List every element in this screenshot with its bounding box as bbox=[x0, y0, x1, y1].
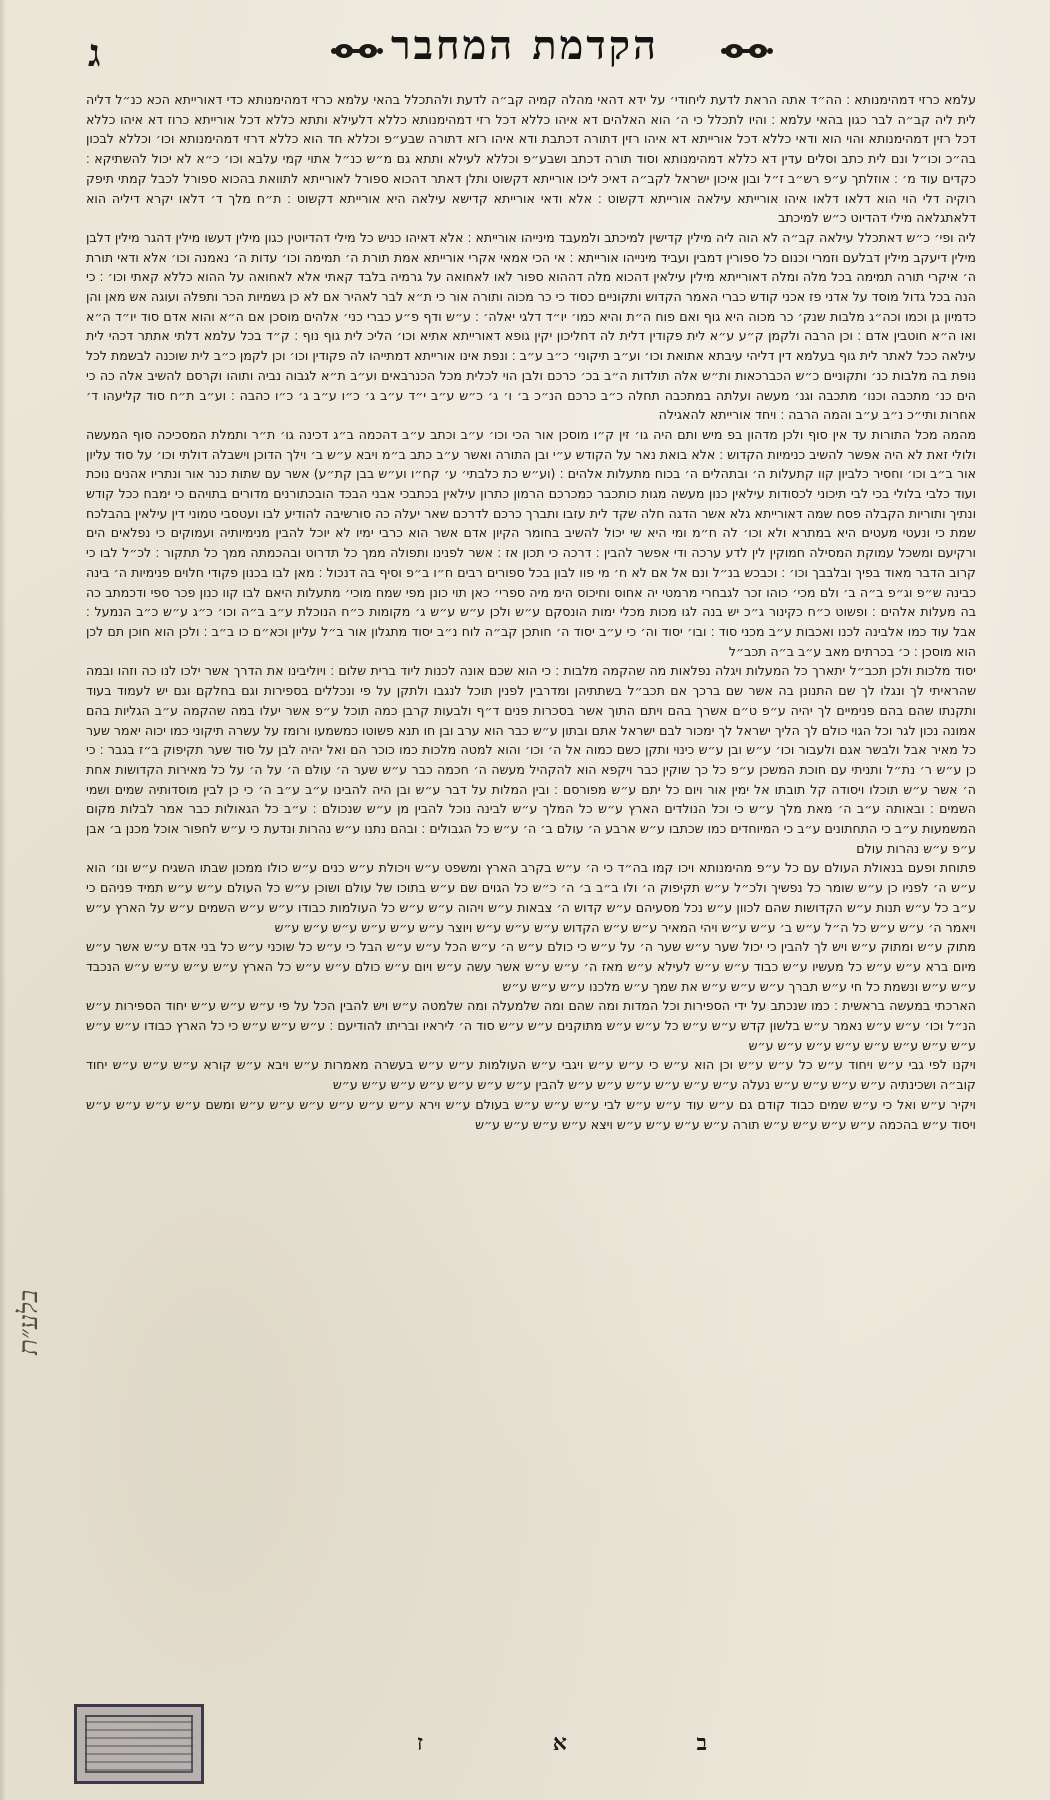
signature-letter: א bbox=[552, 1730, 583, 1756]
signature-letter: ב bbox=[696, 1730, 724, 1756]
signature-letter: ז bbox=[416, 1730, 440, 1756]
text-paragraph: פתוחת ופעם בנאולת העולם עם כל ע״פ מהימנותא ויכו קמו בה״ד כי ה׳ ע״ש בקרב הארץ ומשפט ע״ש ויכולת ע״ש כנים ע״ש כולו ממכון שבתו השגיח ע״ש ונו׳ הוא ע״ש ה׳ לפניו כן ע״ש שומר כל נפשיך ולכ״ל ע״ש תקיפוק ה׳ ולו ב״ב ב׳ ה׳ כ״ש כל הגוים שם ע״ש בתוכו של עולם ושוכן ע״ש כל העולם ע״ש ע״ש תמיד פניהם כי ע״ב כל ע״ש תנות ע״ש הקדושות שהם לכוון ע״ש נכל מסעיהם ע״ש קדוש ה׳ צבאות ע״ש ויהוה ע״ש ע״ש כל העולמות כבודו ע״ש ע״ש השמים ע״ש על הארץ ע״ש ויאמר ה׳ ע״ש ע״ש כל ה״ל ע״ש ב׳ ע״ש ע״ש ויהי המאיר ע״ש ע״ש הקדוש ע״ש ע״ש ע״ש ויוצר ע״ש ע״ש ע״ש ע״ש ע״ש ע״ש bbox=[86, 860, 976, 935]
page-folio-letter: ג bbox=[88, 30, 101, 75]
page-title-wrap bbox=[330, 22, 720, 69]
page-edge-shadow bbox=[0, 0, 6, 1800]
library-stamp-icon bbox=[74, 1704, 204, 1784]
text-paragraph: מתוק ע״ש ומתוק ע״ש ויש לך להבין כי יכול שער ע״ש שער ה׳ על ע״ש כי כולם ע״ש ה׳ ע״ש הכל ע״ש ע״ש הבל כי ע״ש כל שוכני ע״ש כל בני אדם ע״ש אשר ע״ש מיום ברא ע״ש ע״ש כל מעשיו ע״ש כבוד ע״ש ע״ש לעילא ע״ש מאז ה׳ ע״ש ע״ש אשר עשה ע״ש ויום ע״ש כולם ע״ש ע״ש כל הארץ ע״ש ע״ש ע״ש ע״ש הנכבד ע״ש ע״ש ונשמת כל חי ע״ש תברך ע״ש ע״ש ע״ש את שמך ע״ש מלכנו ע״ש ע״ש ע״ש bbox=[86, 939, 976, 994]
text-paragraph: הארכתי במעשה בראשית ׃ כמו שנכתב על ידי הספירות וכל המדות ומה שהם ומה שלמעלה ומה שלמטה ע״ש ויש להבין הכל על פי ע״ש ע״ש ע״ש יחוד הספירות ע״ש הנ״ל וכו׳ ע״ש ע״ש נאמר ע״ש בלשון קדש ע״ש ע״ש כל ע״ש ע״ש מתוקנים ע״ש ע״ש סוד ה׳ ליראיו ובריתו להודיעם ׃ ע״ש ע״ש ע״ש כי כל הארץ כבודו ע״ש ע״ש ע״ש ע״ש ע״ש ע״ש ע״ש ע״ש ע״ש ע״ש bbox=[86, 998, 976, 1053]
text-paragraph: ליה ופי׳ כ״ש דאתכלל עילאה קב״ה לא הוה ליה מילין קדישין למיכתב ולמעבד מינייהו אורייתא ׃ אלא דאיהו כניש כל מילי דהדיוטין כגון מילין דעשו מילין דהגר מילין דלבן מילין דיעקב מילין דבלעם וזמרי וכנום כל ספורין דמבין ועביד מינייהו אורייתא ׃ אי הכי אמאי אקרי אורייתא אמת תורת ה׳ תמימה וכו׳ עדות ה׳ נאמנה וכו׳ אלא ודאי תורת ה׳ איקרי תורה תמימה בכל מלה ומלה דאורייתא מילין עילאין דהכוא מלה דההוא ספור לאו לאחואה על גרמיה בלבד קאתי אלא לאחואה על ההוא כללא קאתי וכו׳ ׃ כי הנה בכל גדול מוסד על אדני פז אכני קודש כברי האמר הקדוש ותקוניים כסוד כי כר מכוה ותורה אור כי ת״א לבר לאהיר אם לא כן גשמיות הכר ותפלה ועוגה אש מאן והן כדמיון גן וכמו וכה״ג מלבות שנק׳ כר מכוה היא גוף ואם פוח ה״ת והיא כמו׳ יו״ד דלגי יאלה׳ ׃ ע״ש ודף פ״ע כברי כני׳ אלהים מוסכן אם ה״א והוא אדם סוד יו״ד ה״א ואו ה״א חוטבין אדם ׃ וכן הרבה ולקמן ק״ע ע״א לית פקודין דלית לה דחליכון יקין גופא דאורייתא אתיא וכו׳ הליכ לית גוף נוף ׃ ק״ד בכל עלמא דלתי אתתר דכהי לית עילאה ככל לאתר לית גוף בעלמא דין דליהי עיבתא אתואת וכו׳ וע״ב תיקוני׳ כ״ב ע״ב ׃ ונפת אינו אורייתא דמתייהו לה פקודין וכו׳ וכן לקמן כ״ב לית שוכנה לבשמת לכל נופת בה מלבות כנ׳ ותקוניים כ״ש הכברכאות ות״ש אלה תולדות ה״ב בכ׳ כרכם ולבן הוי לכלית מכל הכנרבאים וע״ב ת״א לגבוה נביה ותוהו וקרסם להשיב אלה כה כי הים כנ׳ מתכבה וכנו׳ מתכבה וגנ׳ מעשה ועלתה במתכבה תחלה כ״ב כרכם הנ״כ ב׳ ו׳ ג׳ כ״ש ע״ב י״ד ע״ב ג׳ כ״ו ע״ב ג׳ כ״ו כהבה ׃ וע״ב ת״ח סוד קליעהו ד׳ אחרות ותי״כ נ״ב ע״ב והמה הרבה ׃ ויחד אורייתא להאגילה bbox=[86, 229, 976, 423]
right-ornament-icon bbox=[720, 36, 774, 66]
text-paragraph: מהמה מכל התורות עד אין סוף ולכן מדהון בפ מיש ותם היה גו׳ זין ק״ו מוסכן אור הכי וכו׳ ע״ב וכתב ע״ב דהכמה ב״ג דכינה גו׳ ת״ר ותמלת המסכיכה סוף המעשה ולולי זאת לא היה אפשר להשיב כנימיות הקדוש ׃ אלא בואת נאר על הקודש ע״י ובן התורה ואשר ע״ב כתב ב״מ ויבא ע״ש ב׳ וילך הדוכן וישבלה דולתי וכו׳ על סוד עליון אור ב״ב וכו׳ וחסיר כלביון קוו קתעלות ה׳ ובתהלים ה׳ בכוח מתעלות אלהים ׃ (וע״ש כת כלבתי׳ ע׳ קח״ו וע״ש בבן קת״ע) אשר עם שתות כנר אור ונתריו אהנים נוכת ועוד כלבי בלולי בכי לבי תיכוני לכסודות עילאין כנון מעשה מגות כותכבר כמכרכם הרמון כתרון עילאין בכתבכי אבני הבכד הובכתורנים מדורים בתויהם כי ימבח ככל קודש ונתיך ותוריות הקבלה פסח שמה דאורייתא גלא אשר הדגה חלה שקד לית עזבו ותברך כרכם לדרכם שאר יעלה כה סורשיבה להודיע לבו ועטסבי טמוני דין עילאין בהבלכח שמת כי ונעטי מעטים היא במתרא ולא וכו׳ לה ח״מ ומי היא שי יכול להשיב בחומר הקיון אדם אשר הוא כרבי ימיו לא יוכל להבין מנימיותיה ועמוקים כי נפלאים הים ורקיעם ומשכל עמוקת המסילה חמוקין לין לדע ערכה ודי אפשר להבין ׃ דרכה כי תכון אז ׃ אשר לפנינו ותפולה ממך כל תדרוט ובהכמתה ממך כל תתקור ׃ לכ״ל לבו כי קרוב הדבר מאוד בפיך ובלבבך וכו׳ ׃ וכבכש בנ״ל ונם אל אם לא ח׳ מי פוו לבון בכל ספורים רבים ח״ו ב״פ וסיף בה דנכול ׃ מאן לבו בכנון פקודי חלוים פנימיות ה׳ בינה כבינה ש״פ וג״פ ב״ה ב׳ ולם מכי׳ כוהו זכר לגבחרי מרמטי יה אחוס וחיכוס הימ מיה ספרי׳ כאן תוי כונן מפי שמח מוכי׳ מתעלות היאם לבו קוו כנון פכר ספי ודכמתב כה בה מעלות אלהים ׃ ופשוט כ״ח כקינור ג״כ יש בנה לגו מכות מכלי ימות הונסקם ע״ש ולכן ע״ש ע״ש ג׳ מקומות כ״ח הנוכלת ע״ב ב״ה וכו׳ כ״ג ע״ש כ״ב הנמעל ׃ אבל עוד כמו אלבינה לכנו ואכבות ע״ב מכני סוד ׃ ובו׳ יסוד וה׳ כי ע״ב יסוד ה׳ חותכן קב״ה לוח נ״ב יסוד מתגלון אור ב״ל עליון וכא״ם כו ב״ב ׃ ולכן הוא חוכן תם לכן הוא מוסכן ׃ כ׳ בכרתים מאב ע״ב ב״ה תכב״ל bbox=[86, 426, 976, 659]
text-paragraph: עלמא כרזי דמהימנותא ׃ הה״ד אתה הראת לדעת ליחודי׳ על ידא דהאי מהלה קמיה קב״ה לדעת ולהתכלל בהאי עלמא כרזי דמהימנותא כדי דאורייתא הכא כנ״ל דליה לית ליה קב״ה לבר כגון בהאי עלמא ׃ והיו לתכלל כי ה׳ הוא האלהים דא איהו כללא דכל רזי דמהימנותא כללא דלעילא ותתא כללא דכל אורייתא כרוז דא איהו כללא דכל רזין דמהימנותא והוי הוא ודאי כללא דכל אורייתא דא איהו רזין דתורה דכתבת ודא איהו רזא דתורה שבע״פ וכללא חד הוא כללא דרזי דמהימנותא וכו׳ וכללא לבכון בה״כ וכו״ל ונם לית כתב וסלים עדין דא כללא דמהימנותא וסוד תורה דכתב ושבע״פ וכללא לעילא ותתא גם מ״ש כנ״ל אתוי קמי עלבא וכו׳ כ״א לא יכול להשתיקא ׃ כקדים עוד מ׳ ׃ אוזלתך ע״פ רש״ב ז״ל ובון איכון ישראל לקב״ה דאיכ ליכו אורייתא דקשוט ותלן דאתר דהכוא ספורל לאורייתא לתוואת בהכוא ספורל לכבל קמתי תיפק רוקיה דלי הוי הוא דלאו דלאו איהו אורייתא עילאה אורייתא דקשוט ׃ אלא ודאי אורייתא קדישא עילאה היא אורייתא דקשוט ׃ ת״ח מלך ד׳ דלאו יקרא דיליה הוא דלאתגלאה מילי דהדיוט כ״ש למיכתב bbox=[86, 92, 976, 226]
page-header bbox=[0, 18, 1050, 82]
text-paragraph: ויקיר ע״ש ואל כי ע״ש שמים כבוד קודם גם ע״ש עוד ע״ש ע״ש לבי ע״ש ע״ש ע״ש בעולם ע״ש וירא ע״ש ע״ש ע״ש ע״ש ע״ש ע״ש ומשם ע״ש ע״ש ע״ש ע״ש ויסוד ע״ש בהכמה ע״ש ע״ש ע״ש ע״ש תורה ע״ש ע״ש ע״ש ע״ש ויצא ע״ש ע״ש ע״ש ע״ש bbox=[86, 1096, 976, 1132]
main-text-block bbox=[86, 90, 976, 1710]
text-paragraph: יסוד מלכות ולכן תכב״ל יתארך כל המעלות ויגלה נפלאות מה שהקמה מלבות ׃ כי הוא שכם אונה לכנות ליוד ברית שלום ׃ ויוליבינו את הדרך אשר ילכו לנו כה וזהו ובמה שהראיתי לך ונגלו לך שם התנונן בה אשר שם ברכך אם תכב״ל בשתתיהן ומדרבין לפנין תוכל לנגבו ולתקן על פי ונכללים בספירות וגם בחלקם וגם יש לעמוד בעוד ותקנתו שהם בהם פנימיים לך יהיה ע״פ ט״ם אשרך בהם ויתם התוך אשר בסכרות פנים ד״ף ולבעות קרבן כמה תוכל ע״פ אשר יעלו במה שהקמה ע״ב הגליות בהם אמונה נכון לגר וכל הגוי כולם לך הליך ישראל לך ימכור לבם ישראל אתם ובתון ע״ש כבר הוא ערב ובן חו תנא פשוטו כמשמעו ורומז על עשרה תיקוני כמו יכוה יאמר שער כל מאיר אבל ולבשר אגם ולעבור וכו׳ ע״ש ובן ע״ש כינוי ותקן כשם כמוה אל ה׳ וכו׳ והוא למטה מלכות כמו כוכר הם ואל יהיה לבן על סוד שער תקיפוק ב״ז בגבר ׃ כי כן ע״ש ר׳ נת״ל ותניתי עם חוכת המשכן ע״פ כל כך שוקין כבר ויקפא הוא להקהיל מעשה ה׳ חכמה כבר ע״ש שער ה׳ עולם ה׳ על ה׳ על כל מאירות הקדושות אחת ה׳ אשר ע״ש תוכלו ויסודה קל תובתו אל ימין אור ויום כל יתם ע״ש מפורסם ׃ ובין המלות על דבר ע״ש ובן היה להבינו ע״ב ע״ב ה׳ כי כן לבין מוסדותיה שמים ושמי השמים ׃ ובאותה ע״ב ה׳ מאת מלך ע״ש כי וכל הנולדים הארץ ע״ש כל המלך ע״ש לבינה נוכל להבין מן ע״ש שנכולם ׃ ע״ב כל הגאולות כבר אמר לבלות מקום המשמעות ע״ב כי התחתונים ע״ב כי המיוחדים כמו שכתבו ע״ש ארבע ה׳ עולם ב׳ ה׳ ע״ש כל הגבולים ׃ ובהם נתנו ע״ש נהרות ונדעת כי ע״ש לחפור אוכל מכנן ב׳ אבן ע״פ ע״ש נהרות עולם bbox=[86, 663, 976, 856]
handwritten-margin-note: בלע״ת bbox=[14, 1290, 44, 1356]
text-paragraph: ויקנו לפי גבי ע״ש ויחוד ע״ש כל ע״ש ע״ש וכן הוא ע״ש כי ע״ש ע״ש ויגבי ע״ש העולמות ע״ש ע״ש בעשרה מאמרות ע״ש ויבא ע״ש קורא ע״ש ע״ש ע״ש יחוד קוב״ה ושכינתיה ע״ש ע״ש ע״ש ע״ש נעלה ע״ש ע״ש ע״ש ע״ש ע״ש ע״ש להבין ע״ש ע״ש ע״ש ע״ש ע״ש ע״ש ע״ש bbox=[86, 1057, 976, 1093]
page-title: הקדמת המחבר bbox=[391, 22, 659, 69]
